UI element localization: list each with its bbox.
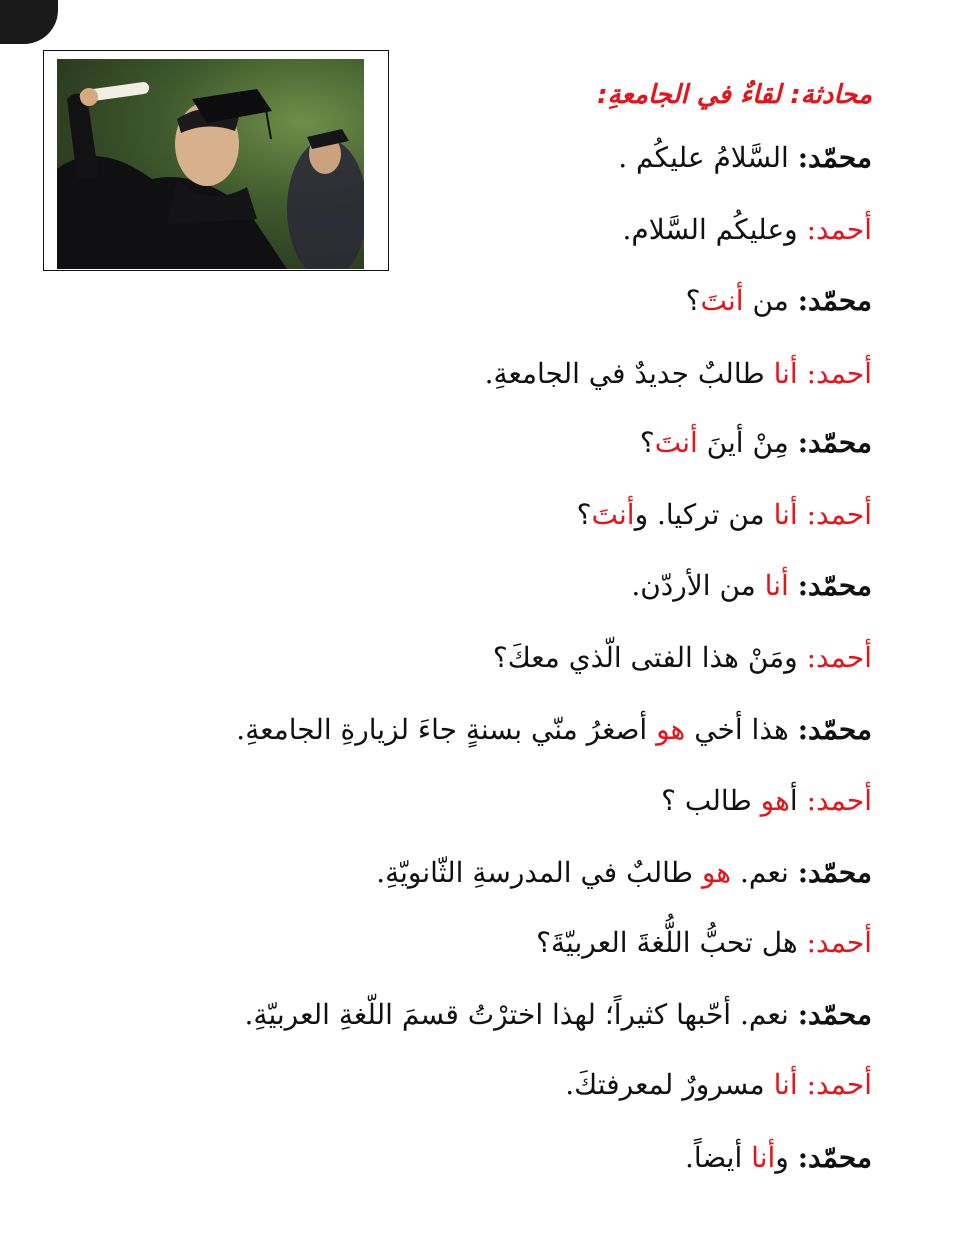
speaker-name: أحمد bbox=[816, 926, 872, 959]
speaker-name: محمّد bbox=[808, 569, 872, 602]
speaker-name: محمّد bbox=[808, 284, 872, 317]
line-text: ومَنْ هذا الفتى الّذي معكَ؟ bbox=[492, 641, 807, 674]
speaker-colon: : bbox=[797, 1141, 809, 1174]
speaker-colon: : bbox=[797, 141, 809, 174]
speaker-colon: : bbox=[797, 856, 809, 889]
photo-frame bbox=[43, 50, 389, 271]
line-text: السَّلامُ عليكُم . bbox=[618, 141, 798, 174]
line-text: ؟ bbox=[639, 426, 655, 459]
line-text: طالبٌ في المدرسةِ الثّانويّةِ. bbox=[376, 856, 702, 889]
line-text: نعم. أحّبها كثيراً؛ لهذا اخترْتُ قسمَ اللّغةِ العربيّةِ. bbox=[244, 998, 798, 1031]
page-number-tab bbox=[0, 0, 58, 44]
speaker-colon: : bbox=[797, 426, 809, 459]
speaker-colon: : bbox=[806, 213, 817, 246]
line-text: نعم. bbox=[731, 856, 798, 889]
line-text: هذا أخي bbox=[685, 713, 798, 746]
line-text: مِنْ أينَ bbox=[697, 426, 798, 459]
speaker-colon: : bbox=[797, 284, 809, 317]
dialogue-line bbox=[376, 855, 872, 891]
speaker-colon: : bbox=[797, 998, 809, 1031]
speaker-colon: : bbox=[806, 357, 817, 390]
highlighted-word: هو bbox=[656, 713, 686, 746]
line-text bbox=[798, 498, 807, 531]
line-text: وعليكُم السَّلام. bbox=[622, 213, 807, 246]
speaker-colon: : bbox=[797, 569, 809, 602]
speaker-name: محمّد bbox=[808, 1141, 872, 1174]
line-text: أيضاً. bbox=[684, 1141, 752, 1174]
highlighted-word: أنتَ bbox=[654, 426, 698, 459]
line-text: ؟ bbox=[685, 284, 701, 317]
highlighted-word: هو bbox=[701, 856, 732, 889]
dialogue-line bbox=[577, 497, 872, 533]
highlighted-word: هو bbox=[760, 784, 790, 817]
dialogue-line bbox=[485, 356, 872, 392]
speaker-name: أحمد bbox=[816, 213, 872, 246]
speaker-colon: : bbox=[806, 498, 817, 531]
dialogue-line bbox=[236, 712, 872, 748]
dialogue-line bbox=[493, 640, 872, 676]
speaker-name: أحمد bbox=[816, 1068, 872, 1101]
highlighted-word: أنتَ bbox=[700, 284, 744, 317]
highlighted-word: أنتَ bbox=[591, 498, 635, 531]
highlighted-word: أنا bbox=[773, 498, 798, 531]
speaker-colon: : bbox=[806, 1068, 817, 1101]
line-text: من الأردّن. bbox=[631, 569, 765, 602]
dialogue-line bbox=[565, 1067, 872, 1103]
highlighted-word: أنا bbox=[751, 1141, 776, 1174]
speaker-name: أحمد bbox=[816, 498, 872, 531]
line-text bbox=[798, 1068, 807, 1101]
dialogue-line bbox=[631, 568, 872, 604]
line-text bbox=[798, 357, 807, 390]
line-text: طالبٌ جديدٌ في الجامعةِ. bbox=[484, 357, 774, 390]
line-text: أ bbox=[789, 784, 807, 817]
graduate-photo bbox=[57, 59, 364, 269]
speaker-name: محمّد bbox=[808, 998, 872, 1031]
highlighted-word: أنا bbox=[773, 357, 798, 390]
line-text: هل تحبُّ اللُّغةَ العربيّةَ؟ bbox=[536, 926, 807, 959]
speaker-colon: : bbox=[806, 784, 817, 817]
dialogue-line bbox=[245, 997, 872, 1033]
dialogue-line bbox=[623, 212, 873, 248]
line-text: و bbox=[775, 1141, 798, 1174]
line-text: من تركيا. و bbox=[634, 498, 774, 531]
highlighted-word: أنا bbox=[764, 569, 789, 602]
line-text bbox=[789, 569, 798, 602]
speaker-colon: : bbox=[806, 641, 817, 674]
speaker-colon: : bbox=[806, 926, 817, 959]
dialogue-line bbox=[661, 783, 872, 819]
speaker-name: محمّد bbox=[808, 141, 872, 174]
line-text: ؟ bbox=[576, 498, 592, 531]
line-text: أصغرُ منّي بسنةٍ جاءَ لزيارةِ الجامعةِ. bbox=[236, 713, 657, 746]
line-text: طالب ؟ bbox=[661, 784, 761, 817]
speaker-name: محمّد bbox=[808, 426, 872, 459]
graduate-illustration bbox=[57, 59, 364, 269]
speaker-name: أحمد bbox=[816, 357, 872, 390]
line-text: مسرورٌ لمعرفتكَ. bbox=[565, 1068, 774, 1101]
speaker-name: محمّد bbox=[808, 856, 872, 889]
speaker-name: محمّد bbox=[808, 713, 872, 746]
page-title: محادثة: لقاءٌ في الجامعةِ: bbox=[597, 80, 872, 110]
highlighted-word: أنا bbox=[773, 1068, 798, 1101]
speaker-colon: : bbox=[797, 713, 809, 746]
dialogue-line bbox=[640, 425, 872, 461]
dialogue-line bbox=[685, 1140, 872, 1176]
line-text: من bbox=[743, 284, 798, 317]
dialogue-line bbox=[536, 925, 872, 961]
dialogue-line bbox=[686, 283, 872, 319]
speaker-name: أحمد bbox=[816, 641, 872, 674]
speaker-name: أحمد bbox=[816, 784, 872, 817]
dialogue-line bbox=[618, 140, 872, 176]
